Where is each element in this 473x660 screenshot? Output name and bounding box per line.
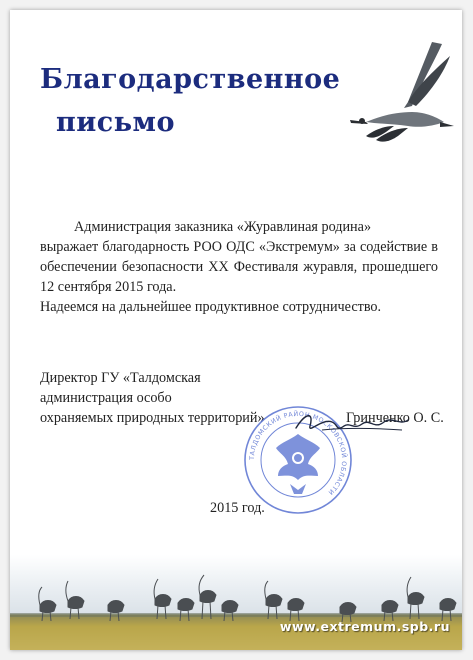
flying-crane-illustration	[346, 32, 454, 150]
body-paragraph-2: Надеемся на дальнейшее продуктивное сотрудничество.	[40, 299, 382, 315]
signatory-line-3: охраняемых природных территорий»	[40, 410, 265, 426]
title-line-2: письмо	[56, 107, 176, 138]
letter-body	[40, 217, 438, 317]
letter-sheet	[10, 10, 462, 650]
cranes-field-photo	[10, 555, 462, 650]
website-watermark: www.extremum.spb.ru	[279, 619, 450, 634]
body-paragraph-1-rest: выражает благодарность РОО ОДС «Экстремум» за содействие в обеспечении безопасности XX Фестиваля журавля, прошедшего 12 сентября 2015 года.	[40, 239, 438, 295]
handwritten-signature	[292, 408, 412, 438]
signatory-name: Гринченко О. С.	[346, 410, 444, 426]
stamp-text: ТАЛДОМСКИЙ РАЙОН МОСКОВСКОЙ ОБЛАСТИ	[248, 410, 348, 497]
document-year: 2015 год.	[210, 500, 265, 516]
body-paragraph-1-line-1: Администрация заказника «Журавлиная родина»	[74, 219, 372, 235]
title-line-1: Благодарственное	[40, 64, 341, 95]
signatory-line-2: администрация особо	[40, 390, 172, 406]
signatory-line-1: Директор ГУ «Талдомская	[40, 370, 201, 386]
